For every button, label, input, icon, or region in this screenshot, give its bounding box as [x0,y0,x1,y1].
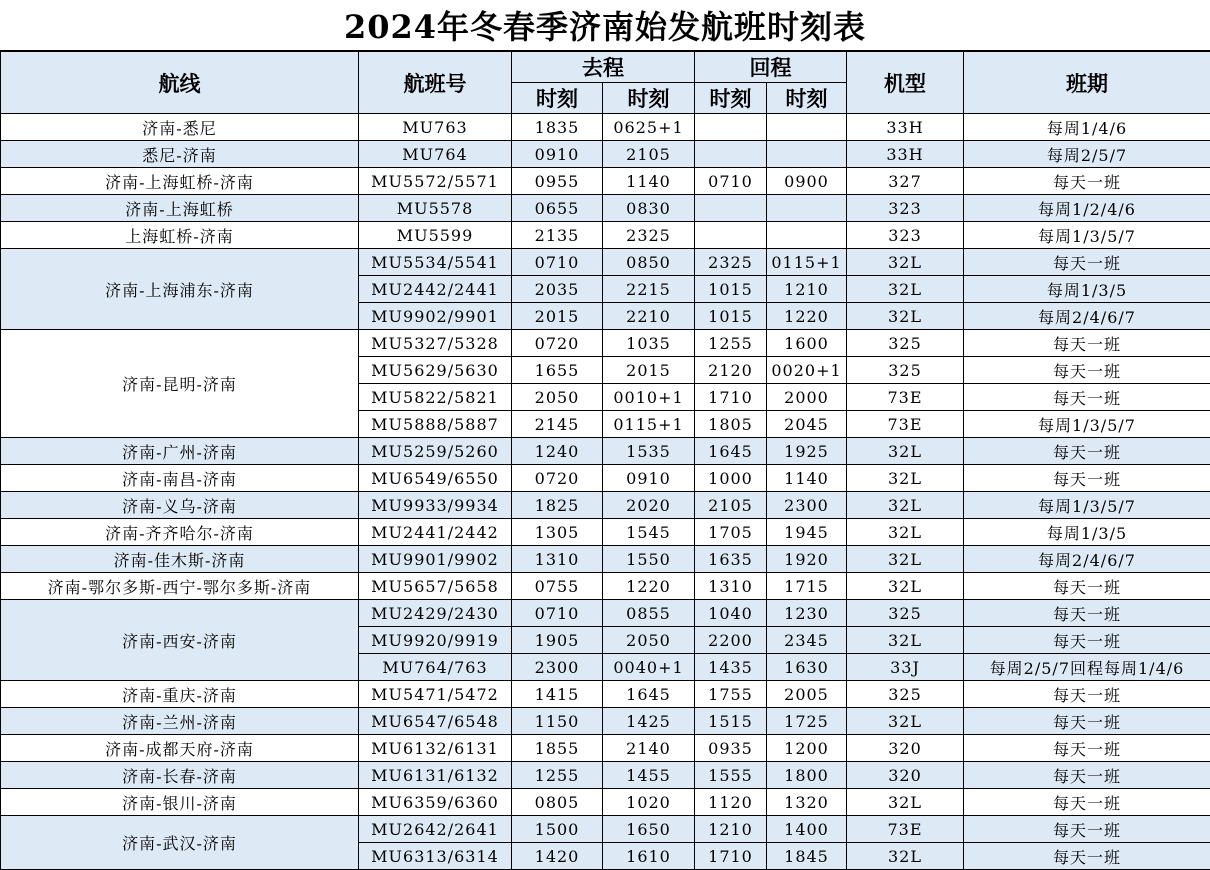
header-schedule: 班期 [964,52,1210,114]
return-arr-cell: 2005 [767,681,847,708]
return-arr-cell [767,222,847,249]
route-cell: 济南-银川-济南 [1,789,359,816]
outbound-dep-cell: 2035 [512,276,603,303]
outbound-arr-cell: 2105 [603,141,695,168]
aircraft-type-cell: 32L [847,249,964,276]
flight-number-cell: MU764/763 [359,654,512,681]
table-row [1,681,1210,708]
outbound-dep-cell: 1240 [512,438,603,465]
aircraft-type-cell: 32L [847,519,964,546]
outbound-arr-cell: 1650 [603,816,695,843]
table-row [1,762,1210,789]
flight-number-cell: MU5534/5541 [359,249,512,276]
outbound-arr-cell: 1220 [603,573,695,600]
route-cell: 济南-义乌-济南 [1,492,359,519]
return-dep-cell [695,222,767,249]
return-dep-cell [695,195,767,222]
outbound-arr-cell: 0010+1 [603,384,695,411]
aircraft-type-cell: 32L [847,276,964,303]
return-arr-cell: 2000 [767,384,847,411]
return-arr-cell: 1140 [767,465,847,492]
outbound-arr-cell: 1545 [603,519,695,546]
aircraft-type-cell: 327 [847,168,964,195]
outbound-arr-cell: 2325 [603,222,695,249]
flight-number-cell: MU5629/5630 [359,357,512,384]
outbound-arr-cell: 2215 [603,276,695,303]
outbound-arr-cell: 0115+1 [603,411,695,438]
outbound-arr-cell: 1020 [603,789,695,816]
outbound-arr-cell: 1550 [603,546,695,573]
schedule-days-cell: 每天一班 [964,708,1210,735]
return-dep-cell: 0710 [695,168,767,195]
aircraft-type-cell: 325 [847,330,964,357]
flight-number-cell: MU5578 [359,195,512,222]
aircraft-type-cell: 320 [847,762,964,789]
table-row [1,546,1210,573]
table-row [1,708,1210,735]
flight-number-cell: MU5259/5260 [359,438,512,465]
aircraft-type-cell: 73E [847,816,964,843]
outbound-dep-cell: 1835 [512,114,603,141]
outbound-dep-cell: 1305 [512,519,603,546]
aircraft-type-cell: 32L [847,789,964,816]
outbound-arr-cell: 2015 [603,357,695,384]
return-arr-cell: 1230 [767,600,847,627]
outbound-dep-cell: 1905 [512,627,603,654]
outbound-dep-cell: 1415 [512,681,603,708]
return-arr-cell: 1320 [767,789,847,816]
schedule-days-cell: 每周2/4/6/7 [964,303,1210,330]
outbound-dep-cell: 2145 [512,411,603,438]
outbound-dep-cell: 2300 [512,654,603,681]
schedule-days-cell: 每周1/3/5/7 [964,222,1210,249]
return-dep-cell: 1435 [695,654,767,681]
flight-number-cell: MU6131/6132 [359,762,512,789]
route-cell: 济南-上海虹桥-济南 [1,168,359,195]
aircraft-type-cell: 323 [847,222,964,249]
flight-number-cell: MU6549/6550 [359,465,512,492]
aircraft-type-cell: 32L [847,438,964,465]
outbound-arr-cell: 0910 [603,465,695,492]
schedule-days-cell: 每周1/2/4/6 [964,195,1210,222]
flight-number-cell: MU9902/9901 [359,303,512,330]
outbound-arr-cell: 1035 [603,330,695,357]
outbound-arr-cell: 0040+1 [603,654,695,681]
schedule-days-cell: 每天一班 [964,249,1210,276]
table-row [1,168,1210,195]
return-dep-cell: 1015 [695,276,767,303]
outbound-arr-cell: 0625+1 [603,114,695,141]
schedule-days-cell: 每天一班 [964,465,1210,492]
aircraft-type-cell: 323 [847,195,964,222]
table-row [1,600,1210,627]
schedule-days-cell: 每周2/5/7回程每周1/4/6 [964,654,1210,681]
schedule-days-cell: 每天一班 [964,843,1210,870]
return-arr-cell [767,114,847,141]
flight-number-cell: MU5822/5821 [359,384,512,411]
table-row [1,222,1210,249]
route-cell: 济南-重庆-济南 [1,681,359,708]
outbound-dep-cell: 1420 [512,843,603,870]
return-dep-cell: 1255 [695,330,767,357]
return-arr-cell: 1920 [767,546,847,573]
outbound-dep-cell: 1825 [512,492,603,519]
return-arr-cell: 2045 [767,411,847,438]
flight-number-cell: MU764 [359,141,512,168]
return-dep-cell: 2200 [695,627,767,654]
aircraft-type-cell: 325 [847,600,964,627]
return-dep-cell: 1710 [695,843,767,870]
page-title: 2024年冬春季济南始发航班时刻表 [0,0,1210,51]
route-cell: 济南-长春-济南 [1,762,359,789]
route-cell: 悉尼-济南 [1,141,359,168]
flight-number-cell: MU763 [359,114,512,141]
flight-number-cell: MU2429/2430 [359,600,512,627]
header-outbound: 去程 [512,52,695,83]
table-row [1,735,1210,762]
flight-number-cell: MU9901/9902 [359,546,512,573]
flight-number-cell: MU9933/9934 [359,492,512,519]
route-cell: 济南-鄂尔多斯-西宁-鄂尔多斯-济南 [1,573,359,600]
return-arr-cell [767,141,847,168]
flight-number-cell: MU5327/5328 [359,330,512,357]
outbound-arr-cell: 1140 [603,168,695,195]
outbound-dep-cell: 0805 [512,789,603,816]
aircraft-type-cell: 325 [847,681,964,708]
aircraft-type-cell: 33H [847,141,964,168]
outbound-dep-cell: 1655 [512,357,603,384]
return-dep-cell: 1310 [695,573,767,600]
schedule-days-cell: 每天一班 [964,735,1210,762]
return-dep-cell: 1515 [695,708,767,735]
route-cell: 济南-西安-济南 [1,600,359,681]
header-flight-no: 航班号 [359,52,512,114]
return-dep-cell: 1635 [695,546,767,573]
outbound-dep-cell: 1855 [512,735,603,762]
outbound-arr-cell: 0850 [603,249,695,276]
flight-number-cell: MU6313/6314 [359,843,512,870]
return-arr-cell: 1220 [767,303,847,330]
outbound-dep-cell: 2135 [512,222,603,249]
return-arr-cell: 1715 [767,573,847,600]
schedule-days-cell: 每天一班 [964,681,1210,708]
return-dep-cell [695,114,767,141]
flight-number-cell: MU5888/5887 [359,411,512,438]
route-cell: 济南-广州-济南 [1,438,359,465]
schedule-days-cell: 每周1/3/5 [964,276,1210,303]
route-cell: 济南-上海浦东-济南 [1,249,359,330]
table-row [1,141,1210,168]
aircraft-type-cell: 32L [847,843,964,870]
return-dep-cell: 2325 [695,249,767,276]
header-return: 回程 [695,52,847,83]
outbound-dep-cell: 1310 [512,546,603,573]
return-dep-cell: 1210 [695,816,767,843]
outbound-arr-cell: 1455 [603,762,695,789]
outbound-arr-cell: 2050 [603,627,695,654]
outbound-dep-cell: 0720 [512,465,603,492]
header-aircraft: 机型 [847,52,964,114]
outbound-arr-cell: 2140 [603,735,695,762]
header-return-dep-time: 时刻 [695,83,767,114]
return-dep-cell: 1755 [695,681,767,708]
return-arr-cell: 1800 [767,762,847,789]
schedule-days-cell: 每天一班 [964,573,1210,600]
return-dep-cell: 1710 [695,384,767,411]
aircraft-type-cell: 33J [847,654,964,681]
return-dep-cell: 0935 [695,735,767,762]
return-dep-cell: 1000 [695,465,767,492]
outbound-dep-cell: 1255 [512,762,603,789]
schedule-days-cell: 每天一班 [964,168,1210,195]
schedule-body [1,114,1210,870]
return-dep-cell: 1015 [695,303,767,330]
aircraft-type-cell: 32L [847,492,964,519]
return-arr-cell: 0020+1 [767,357,847,384]
outbound-dep-cell: 0755 [512,573,603,600]
header-outbound-arr-time: 时刻 [603,83,695,114]
return-arr-cell: 1945 [767,519,847,546]
outbound-arr-cell: 2020 [603,492,695,519]
return-arr-cell: 1400 [767,816,847,843]
route-cell: 济南-佳木斯-济南 [1,546,359,573]
flight-number-cell: MU2642/2641 [359,816,512,843]
outbound-arr-cell: 0830 [603,195,695,222]
flight-number-cell: MU6547/6548 [359,708,512,735]
schedule-days-cell: 每天一班 [964,816,1210,843]
table-row [1,249,1210,276]
return-arr-cell: 2300 [767,492,847,519]
outbound-dep-cell: 0710 [512,249,603,276]
return-arr-cell: 2345 [767,627,847,654]
aircraft-type-cell: 32L [847,708,964,735]
outbound-arr-cell: 0855 [603,600,695,627]
return-arr-cell: 1200 [767,735,847,762]
return-arr-cell: 0115+1 [767,249,847,276]
route-cell: 济南-兰州-济南 [1,708,359,735]
aircraft-type-cell: 33H [847,114,964,141]
outbound-dep-cell: 0710 [512,600,603,627]
return-dep-cell: 1040 [695,600,767,627]
return-arr-cell: 0900 [767,168,847,195]
aircraft-type-cell: 32L [847,627,964,654]
outbound-dep-cell: 1500 [512,816,603,843]
outbound-dep-cell: 2050 [512,384,603,411]
schedule-days-cell: 每天一班 [964,762,1210,789]
table-row [1,195,1210,222]
schedule-days-cell: 每天一班 [964,357,1210,384]
aircraft-type-cell: 32L [847,303,964,330]
table-row [1,789,1210,816]
return-arr-cell: 1845 [767,843,847,870]
route-cell: 上海虹桥-济南 [1,222,359,249]
outbound-dep-cell: 1150 [512,708,603,735]
outbound-arr-cell: 1535 [603,438,695,465]
schedule-days-cell: 每天一班 [964,384,1210,411]
schedule-days-cell: 每周2/4/6/7 [964,546,1210,573]
route-cell: 济南-齐齐哈尔-济南 [1,519,359,546]
table-row [1,492,1210,519]
schedule-days-cell: 每周1/3/5/7 [964,492,1210,519]
schedule-days-cell: 每周1/3/5 [964,519,1210,546]
return-arr-cell [767,195,847,222]
flight-number-cell: MU5572/5571 [359,168,512,195]
return-arr-cell: 1210 [767,276,847,303]
flight-number-cell: MU5471/5472 [359,681,512,708]
route-cell: 济南-南昌-济南 [1,465,359,492]
outbound-dep-cell: 0955 [512,168,603,195]
table-row [1,519,1210,546]
header-route: 航线 [1,52,359,114]
aircraft-type-cell: 32L [847,573,964,600]
return-dep-cell [695,141,767,168]
schedule-table [0,51,1210,870]
aircraft-type-cell: 32L [847,546,964,573]
schedule-days-cell: 每周2/5/7 [964,141,1210,168]
aircraft-type-cell: 32L [847,465,964,492]
route-cell: 济南-昆明-济南 [1,330,359,438]
return-dep-cell: 1805 [695,411,767,438]
schedule-days-cell: 每天一班 [964,600,1210,627]
return-dep-cell: 1120 [695,789,767,816]
route-cell: 济南-成都天府-济南 [1,735,359,762]
return-arr-cell: 1600 [767,330,847,357]
return-arr-cell: 1630 [767,654,847,681]
schedule-days-cell: 每天一班 [964,330,1210,357]
header-return-arr-time: 时刻 [767,83,847,114]
table-row [1,114,1210,141]
return-arr-cell: 1725 [767,708,847,735]
schedule-days-cell: 每天一班 [964,789,1210,816]
outbound-dep-cell: 0910 [512,141,603,168]
outbound-dep-cell: 0720 [512,330,603,357]
flight-number-cell: MU5599 [359,222,512,249]
table-row [1,438,1210,465]
return-dep-cell: 1555 [695,762,767,789]
outbound-arr-cell: 1645 [603,681,695,708]
route-cell: 济南-上海虹桥 [1,195,359,222]
flight-number-cell: MU5657/5658 [359,573,512,600]
flight-number-cell: MU2442/2441 [359,276,512,303]
table-row [1,816,1210,843]
aircraft-type-cell: 73E [847,411,964,438]
outbound-arr-cell: 1425 [603,708,695,735]
schedule-days-cell: 每周1/3/5/7 [964,411,1210,438]
flight-number-cell: MU9920/9919 [359,627,512,654]
aircraft-type-cell: 73E [847,384,964,411]
flight-number-cell: MU6132/6131 [359,735,512,762]
return-dep-cell: 1645 [695,438,767,465]
schedule-days-cell: 每天一班 [964,438,1210,465]
outbound-arr-cell: 2210 [603,303,695,330]
flight-number-cell: MU6359/6360 [359,789,512,816]
return-arr-cell: 1925 [767,438,847,465]
outbound-dep-cell: 0655 [512,195,603,222]
aircraft-type-cell: 325 [847,357,964,384]
route-cell: 济南-武汉-济南 [1,816,359,870]
return-dep-cell: 2105 [695,492,767,519]
schedule-days-cell: 每天一班 [964,627,1210,654]
aircraft-type-cell: 320 [847,735,964,762]
table-row [1,573,1210,600]
outbound-arr-cell: 1610 [603,843,695,870]
route-cell: 济南-悉尼 [1,114,359,141]
table-row [1,330,1210,357]
schedule-days-cell: 每周1/4/6 [964,114,1210,141]
return-dep-cell: 1705 [695,519,767,546]
table-row [1,465,1210,492]
flight-number-cell: MU2441/2442 [359,519,512,546]
return-dep-cell: 2120 [695,357,767,384]
header-outbound-dep-time: 时刻 [512,83,603,114]
outbound-dep-cell: 2015 [512,303,603,330]
